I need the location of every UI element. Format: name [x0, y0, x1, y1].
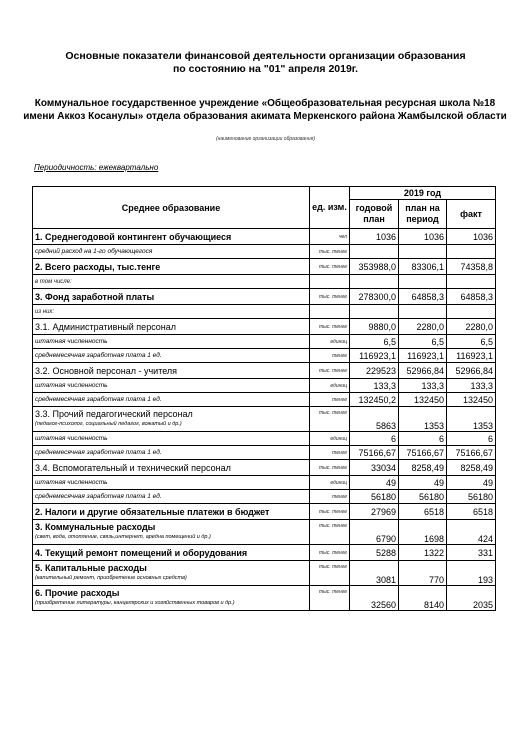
row-label: 2. Налоги и другие обязательные платежи в бюджет — [35, 506, 270, 517]
table-row — [33, 586, 496, 611]
row-unit: тыс. тенге — [310, 460, 350, 476]
row-name — [33, 379, 310, 393]
row-name — [33, 561, 310, 586]
row-fact-value — [447, 245, 496, 259]
row-label: 3. Фонд заработной платы — [35, 291, 155, 302]
table-row — [33, 229, 496, 245]
row-unit: единиц — [310, 432, 350, 446]
row-fact-value: 75166,67 — [447, 446, 496, 460]
row-unit: тыс. тенге — [310, 520, 350, 545]
row-name — [33, 275, 310, 289]
row-label: среднемесячная заработная плата 1 ед. — [35, 395, 162, 403]
header-year: 2019 год — [350, 187, 496, 200]
report-title-line2: по состоянию на "01" апреля 2019г. — [172, 63, 359, 75]
table-row — [33, 545, 496, 561]
row-plan-value: 33034 — [350, 460, 399, 476]
row-label: 3.3. Прочий педагогический персонал — [35, 409, 193, 419]
report-title-line1: Основные показатели финансовой деятельности организации образования — [65, 50, 466, 62]
row-period-value: 6 — [399, 432, 447, 446]
row-plan-value — [350, 245, 399, 259]
table-row — [33, 335, 496, 349]
row-unit: тенге — [310, 349, 350, 363]
row-period-value — [399, 275, 447, 289]
row-label: среднемесячная заработная плата 1 ед. — [35, 492, 162, 500]
header-plan: годовой план — [350, 200, 399, 229]
row-name — [33, 432, 310, 446]
row-unit — [310, 305, 350, 319]
row-fact-value: 6,5 — [447, 335, 496, 349]
row-period-value — [399, 305, 447, 319]
row-label: штатная численность — [35, 434, 108, 442]
row-plan-value: 132450,2 — [350, 393, 399, 407]
row-name — [33, 245, 310, 259]
header-unit: ед. изм. — [310, 187, 350, 229]
row-name — [33, 229, 310, 245]
row-period-value: 49 — [399, 476, 447, 490]
row-plan-value — [350, 275, 399, 289]
row-label: 3.4. Вспомогательный и технический персонал — [35, 462, 231, 473]
table-row — [33, 446, 496, 460]
row-name — [33, 407, 310, 432]
row-plan-value: 6 — [350, 432, 399, 446]
row-plan-value: 353988,0 — [350, 259, 399, 275]
row-period-value: 6518 — [399, 504, 447, 520]
row-label: штатная численность — [35, 337, 108, 345]
table-row — [33, 289, 496, 305]
financial-indicators-table — [32, 186, 496, 611]
row-note: (приобретение литературы, канцелярских и хозяйственных товаров и др.) — [35, 600, 235, 606]
table-row — [33, 561, 496, 586]
row-unit: тыс. тенге — [310, 363, 350, 379]
row-fact-value: 6 — [447, 432, 496, 446]
row-label: 3.1. Административный персонал — [35, 321, 177, 332]
row-note: (свет, вода, отопление, связь,интернет, аредна помещений и др.) — [35, 534, 211, 540]
row-name — [33, 504, 310, 520]
table-row — [33, 245, 496, 259]
row-period-value: 2280,0 — [399, 319, 447, 335]
organization-caption: (наименование организации образования) — [215, 136, 316, 142]
row-name — [33, 545, 310, 561]
row-note: (педагог-психолог, социальный педагог, вожатый и др.) — [35, 421, 182, 427]
row-fact-value: 424 — [447, 520, 496, 545]
row-unit: тенге — [310, 490, 350, 504]
table-row — [33, 520, 496, 545]
row-unit: тенге — [310, 393, 350, 407]
row-name — [33, 349, 310, 363]
row-unit: тыс. тенге — [310, 545, 350, 561]
row-unit: чел — [310, 229, 350, 245]
row-label: 4. Текущий ремонт помещений и оборудования — [35, 547, 248, 558]
row-fact-value: 74358,8 — [447, 259, 496, 275]
row-fact-value: 6518 — [447, 504, 496, 520]
row-unit: тенге — [310, 446, 350, 460]
row-plan-value: 116923,1 — [350, 349, 399, 363]
row-unit: тыс. тенге — [310, 289, 350, 305]
table-row — [33, 305, 496, 319]
row-label: средний расход на 1-го обучающегося — [35, 247, 153, 255]
row-unit — [310, 275, 350, 289]
row-plan-value: 5863 — [350, 407, 399, 432]
table-row — [33, 490, 496, 504]
row-plan-value: 5288 — [350, 545, 399, 561]
row-fact-value: 49 — [447, 476, 496, 490]
row-period-value: 83306,1 — [399, 259, 447, 275]
row-period-value: 770 — [399, 561, 447, 586]
row-label: штатная численность — [35, 478, 108, 486]
row-period-value: 75166,67 — [399, 446, 447, 460]
row-plan-value: 6790 — [350, 520, 399, 545]
row-plan-value: 229523 — [350, 363, 399, 379]
row-name — [33, 305, 310, 319]
row-period-value: 64858,3 — [399, 289, 447, 305]
row-period-value: 1322 — [399, 545, 447, 561]
row-period-value: 1036 — [399, 229, 447, 245]
row-name — [33, 446, 310, 460]
row-label: 3.2. Основной персонал - учителя — [35, 365, 178, 376]
row-plan-value: 9880,0 — [350, 319, 399, 335]
row-unit: тыс. тенге — [310, 245, 350, 259]
row-name — [33, 393, 310, 407]
header-name: Среднее образование — [33, 187, 310, 229]
row-fact-value: 331 — [447, 545, 496, 561]
row-period-value: 1353 — [399, 407, 447, 432]
row-label: в том числе: — [35, 278, 72, 285]
row-plan-value: 6,5 — [350, 335, 399, 349]
table-row — [33, 275, 496, 289]
row-plan-value: 278300,0 — [350, 289, 399, 305]
periodicity: Периодичность: ежеквартально — [34, 163, 159, 172]
table-row — [33, 407, 496, 432]
row-fact-value: 52966,84 — [447, 363, 496, 379]
row-period-value: 6,5 — [399, 335, 447, 349]
row-period-value: 132450 — [399, 393, 447, 407]
row-plan-value: 3081 — [350, 561, 399, 586]
row-plan-value: 49 — [350, 476, 399, 490]
row-name — [33, 259, 310, 275]
row-note: (капительный ремонт, приобретение основных средств) — [35, 575, 187, 581]
row-unit: тыс. тенге — [310, 259, 350, 275]
row-period-value: 116923,1 — [399, 349, 447, 363]
row-period-value: 56180 — [399, 490, 447, 504]
row-label: среднемесячная заработная плата 1 ед. — [35, 448, 162, 456]
row-fact-value: 132450 — [447, 393, 496, 407]
row-unit: тыс. тенге — [310, 586, 350, 611]
row-unit: единиц — [310, 335, 350, 349]
row-label: 6. Прочие расходы — [35, 588, 120, 598]
table-row — [33, 432, 496, 446]
header-fact: факт — [447, 200, 496, 229]
row-fact-value: 1036 — [447, 229, 496, 245]
table-row — [33, 504, 496, 520]
row-fact-value: 1353 — [447, 407, 496, 432]
row-plan-value: 56180 — [350, 490, 399, 504]
row-plan-value: 1036 — [350, 229, 399, 245]
row-name — [33, 363, 310, 379]
row-unit: единиц — [310, 379, 350, 393]
row-label: 5. Капитальные расходы — [35, 563, 147, 573]
row-unit: тыс. тенге — [310, 407, 350, 432]
row-fact-value: 193 — [447, 561, 496, 586]
row-fact-value — [447, 275, 496, 289]
row-period-value — [399, 245, 447, 259]
row-name — [33, 476, 310, 490]
table-row — [33, 379, 496, 393]
table-row — [33, 460, 496, 476]
row-name — [33, 460, 310, 476]
row-period-value: 8140 — [399, 586, 447, 611]
table-row — [33, 363, 496, 379]
row-plan-value: 27969 — [350, 504, 399, 520]
row-name — [33, 586, 310, 611]
row-label: 2. Всего расходы, тыс.тенге — [35, 261, 161, 272]
row-fact-value: 56180 — [447, 490, 496, 504]
row-name — [33, 490, 310, 504]
row-label: из них: — [35, 308, 55, 315]
row-fact-value: 116923,1 — [447, 349, 496, 363]
header-period: план на период — [399, 200, 447, 229]
row-unit: тыс. тенге — [310, 504, 350, 520]
row-name — [33, 289, 310, 305]
table-row — [33, 349, 496, 363]
row-label: 1. Среднегодовой контингент обучающиеся — [35, 231, 232, 242]
row-fact-value: 2035 — [447, 586, 496, 611]
row-name — [33, 520, 310, 545]
row-fact-value: 2280,0 — [447, 319, 496, 335]
row-name — [33, 335, 310, 349]
row-plan-value: 75166,67 — [350, 446, 399, 460]
row-period-value: 1698 — [399, 520, 447, 545]
row-fact-value: 8258,49 — [447, 460, 496, 476]
row-plan-value: 133,3 — [350, 379, 399, 393]
row-fact-value: 64858,3 — [447, 289, 496, 305]
row-label: 3. Коммунальные расходы — [35, 522, 156, 532]
row-unit: единиц — [310, 476, 350, 490]
table-row — [33, 319, 496, 335]
row-plan-value: 32560 — [350, 586, 399, 611]
organization-name: Коммунальное государственное учреждение «Общеобразовательная ресурсная школа №18 имени Аккоз Косанулы» отдела образования акимата Меркенского района Жамбылской области — [23, 98, 507, 122]
row-period-value: 8258,49 — [399, 460, 447, 476]
row-name — [33, 319, 310, 335]
table-row — [33, 476, 496, 490]
row-unit: тыс. тенге — [310, 561, 350, 586]
row-fact-value: 133,3 — [447, 379, 496, 393]
row-label: штатная численность — [35, 381, 108, 389]
row-unit: тыс. тенге — [310, 319, 350, 335]
row-period-value: 133,3 — [399, 379, 447, 393]
table-row — [33, 259, 496, 275]
row-fact-value — [447, 305, 496, 319]
row-plan-value — [350, 305, 399, 319]
row-period-value: 52966,84 — [399, 363, 447, 379]
row-label: среднемесячная заработная плата 1 ед. — [35, 351, 162, 359]
table-row — [33, 393, 496, 407]
